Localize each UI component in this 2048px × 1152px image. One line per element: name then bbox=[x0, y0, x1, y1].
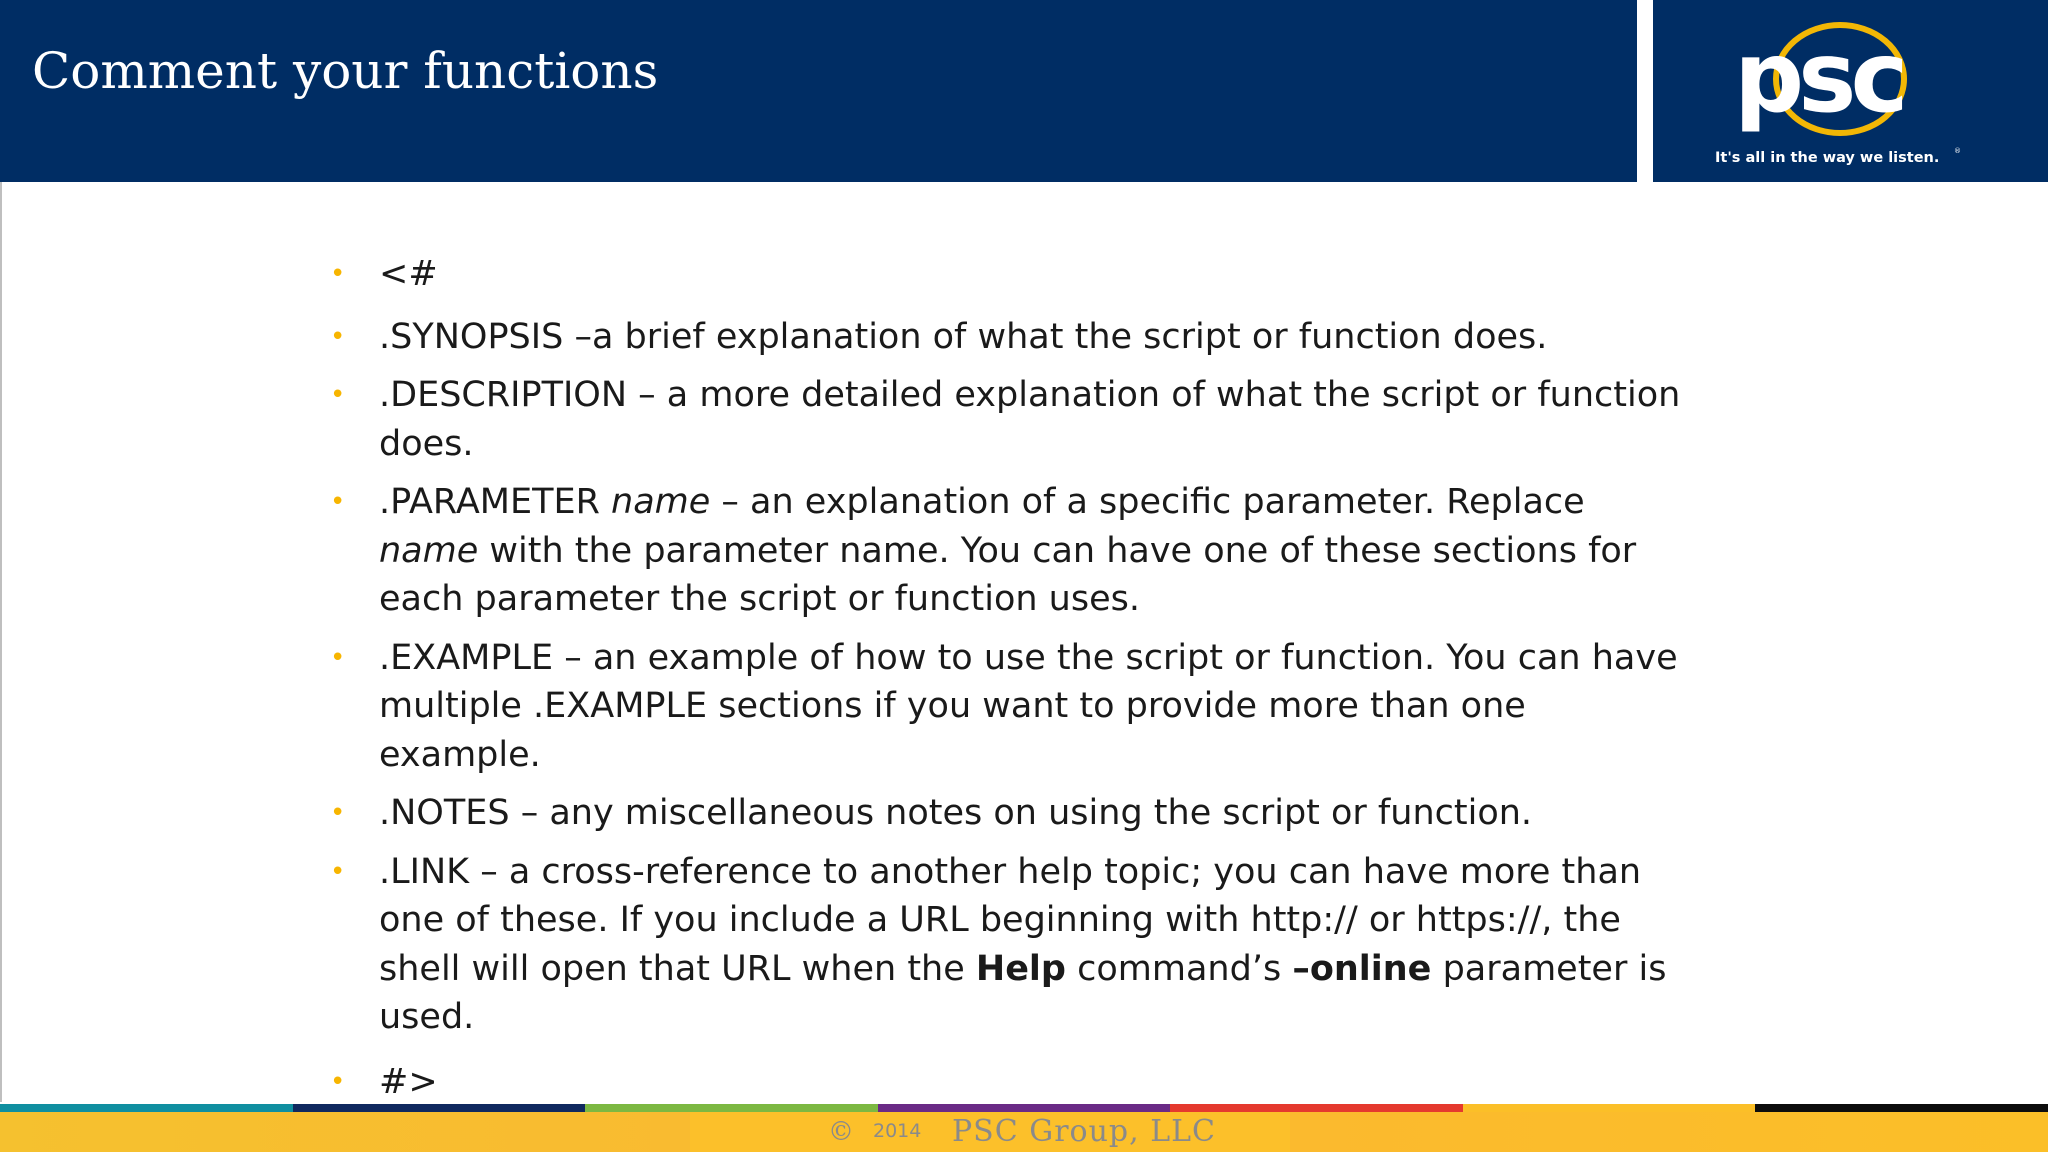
bullet-dot: • bbox=[330, 259, 346, 289]
left-border bbox=[0, 182, 2, 1102]
bullet-item-comment-open bbox=[330, 250, 1690, 299]
bullet-item-notes bbox=[330, 789, 1690, 838]
bullet-text: .NOTES – any miscellaneous notes on using the script or function. bbox=[379, 793, 1533, 833]
bullet-text-italic: name bbox=[611, 482, 711, 522]
bullet-item-link bbox=[330, 848, 1690, 1042]
bullet-text-part: .LINK – a cross-reference to another help topic; you can have more than one of these. If you include a URL beginning with http:// or https://, the shell will open that URL when the bbox=[379, 851, 1642, 989]
copyright-symbol: © bbox=[828, 1117, 854, 1147]
logo-trademark: ® bbox=[1954, 147, 1961, 155]
bullet-item-comment-close bbox=[330, 1058, 1690, 1107]
footer-stripe-1 bbox=[0, 1104, 293, 1112]
footer-stripe-7 bbox=[1755, 1104, 2048, 1112]
footer-stripe-6 bbox=[1463, 1104, 1756, 1112]
bullet-dot: • bbox=[330, 321, 346, 352]
footer-stripe-5 bbox=[1170, 1104, 1463, 1112]
bullet-dot: • bbox=[330, 642, 346, 673]
header-bar bbox=[0, 0, 1637, 182]
bullet-text: .DESCRIPTION – a more detailed explanation of what the script or function does. bbox=[379, 375, 1681, 464]
bullet-text-part: command’s bbox=[1066, 948, 1293, 989]
bullet-text: .SYNOPSIS –a brief explanation of what the script or function does. bbox=[379, 316, 1548, 357]
bullet-list bbox=[330, 250, 1690, 1116]
bullet-dot: • bbox=[330, 380, 346, 410]
bullet-dot: • bbox=[330, 798, 346, 828]
bullet-text-bold: Help bbox=[975, 948, 1066, 989]
logo-wordmark: psc bbox=[1734, 21, 1903, 135]
bullet-item-example bbox=[330, 634, 1690, 780]
bullet-text-italic: name bbox=[379, 530, 479, 571]
bullet-dot: • bbox=[330, 487, 346, 517]
copyright-year: 2014 bbox=[873, 1120, 922, 1142]
bullet-text-part: with the parameter name. You can have one of these sections for each parameter the script or function uses. bbox=[379, 530, 1637, 619]
bullet-text-part: parameter is used. bbox=[379, 948, 1667, 1037]
footer-stripe-2 bbox=[293, 1104, 586, 1112]
bullet-item-description bbox=[330, 371, 1690, 468]
bullet-item-parameter bbox=[330, 478, 1690, 624]
bullet-dot: • bbox=[330, 1066, 346, 1097]
bullet-text: .EXAMPLE – an example of how to use the script or function. You can have multiple .EXAMPLE sections if you want to provide more than one example. bbox=[379, 637, 1678, 775]
header-divider bbox=[1637, 0, 1653, 182]
bullet-text: <# bbox=[379, 254, 438, 294]
bullet-text: #> bbox=[379, 1061, 438, 1102]
footer-color-stripes bbox=[0, 1104, 2048, 1112]
company-name: PSC Group, LLC bbox=[952, 1114, 1216, 1149]
bullet-text-part: – an explanation of a specific parameter. Replace bbox=[710, 482, 1585, 522]
psc-logo bbox=[1653, 0, 2048, 182]
psc-logo-graphic bbox=[1653, 0, 2048, 182]
logo-tagline: It's all in the way we listen. bbox=[1715, 150, 1940, 166]
bullet-item-synopsis bbox=[330, 313, 1690, 362]
footer-stripe-4 bbox=[878, 1104, 1171, 1112]
bullet-dot: • bbox=[330, 856, 346, 887]
footer-stripe-3 bbox=[585, 1104, 878, 1112]
bullet-text-part: .PARAMETER bbox=[379, 482, 612, 522]
bullet-text-bold: –online bbox=[1292, 948, 1432, 989]
slide-title: Comment your functions bbox=[32, 42, 659, 100]
